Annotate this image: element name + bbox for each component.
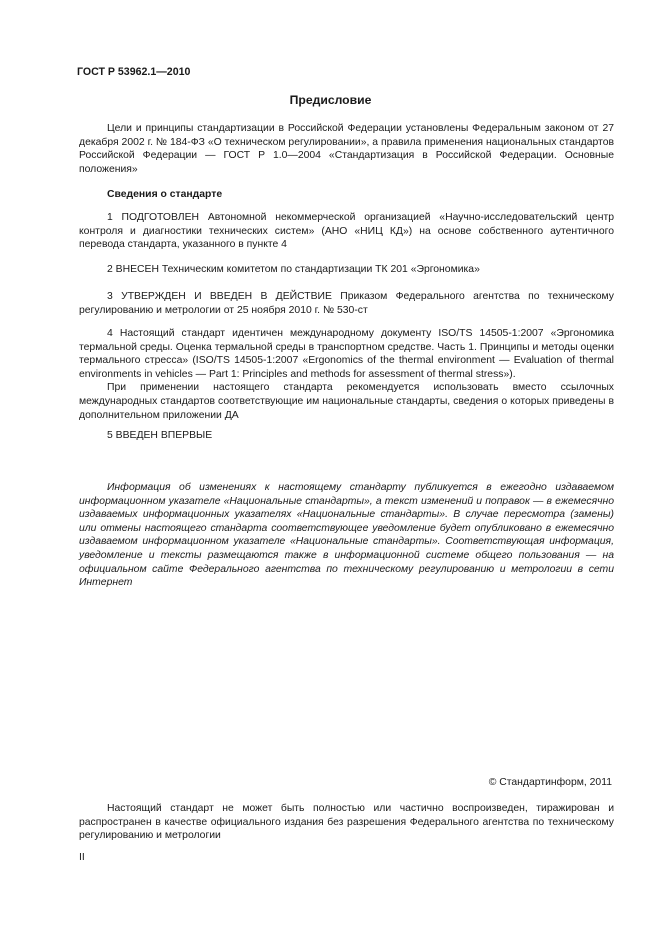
section-heading-block: [79, 188, 614, 202]
notice-text: Информация об изменениях к настоящему стандарту публикуется в ежегодно издаваемом информационном указателе «Национальные стандарты», а текст изменений и поправок — в ежемесячно издаваемых информационных указателях «Национальные стандарты». В случае пересмотра (замены) или отмены настоящего стандарта соответствующее уведомление будет опубликовано в ежемесячно издаваемом информационном указателе «Национальные стандарты». Соответствующая информация, уведомление и тексты размещаются также в информационной системе общего пользования — на официальном сайте Федерального агентства по техническому регулированию и метрологии в сети Интернет: [79, 482, 614, 589]
intro-paragraph: [79, 122, 614, 176]
document-id-header: ГОСТ Р 53962.1—2010: [77, 66, 191, 78]
item-5-text: 5 ВВЕДЕН ВПЕРВЫЕ: [107, 430, 213, 441]
item-1: [79, 211, 614, 252]
item-5: [79, 429, 614, 443]
item-4: [79, 327, 614, 422]
reproduction-paragraph: [79, 802, 614, 843]
item-2-text: 2 ВНЕСЕН Техническим комитетом по стандартизации ТК 201 «Эргономика»: [107, 264, 480, 275]
section-heading: Сведения о стандарте: [107, 189, 223, 200]
item-4-text: 4 Настоящий стандарт идентичен международному документу ISO/TS 14505-1:2007 «Эргономика термальной среды. Оценка термальной среды в транспортном средстве. Часть 1. Принципы и методы оценки термального стресса» (ISO/TS 14505-1:2007 «Ergonomics of the thermal environment — Evaluation of thermal environments in vehicles — Part 1: Principles and methods for assessment of thermal stress»).: [79, 328, 614, 380]
reproduction-text: Настоящий стандарт не может быть полностью или частично воспроизведен, тиражирован и распространен в качестве официального издания без разрешения Федерального агентства по техническому регулированию и метрологии: [79, 803, 614, 842]
page-number: II: [79, 852, 85, 863]
copyright-line: © Стандартинформ, 2011: [488, 777, 612, 788]
item-3-text: 3 УТВЕРЖДЕН И ВВЕДЕН В ДЕЙСТВИЕ Приказом Федерального агентства по техническому регулированию и метрологии от 25 ноября 2010 г. № 530-ст: [79, 291, 614, 316]
item-4-note: При применении настоящего стандарта рекомендуется использовать вместо ссылочных международных стандартов соответствующие им национальные стандарты, сведения о которых приведены в дополнительном приложении ДА: [79, 382, 614, 421]
intro-text: Цели и принципы стандартизации в Российской Федерации установлены Федеральным законом от 27 декабря 2002 г. № 184-ФЗ «О техническом регулировании», а правила применения национальных стандартов Российской Федерации — ГОСТ Р 1.0—2004 «Стандартизация в Российской Федерации. Основные положения»: [79, 123, 614, 175]
notice-paragraph: [79, 481, 614, 590]
page-title: Предисловие: [289, 93, 372, 107]
item-2: [79, 263, 614, 277]
item-3: [79, 290, 614, 317]
item-1-text: 1 ПОДГОТОВЛЕН Автономной некоммерческой организацией «Научно-исследовательский центр контроля и диагностики технических систем» (АНО «НИЦ КД») на основе собственного аутентичного перевода стандарта, указанного в пункте 4: [79, 212, 614, 251]
